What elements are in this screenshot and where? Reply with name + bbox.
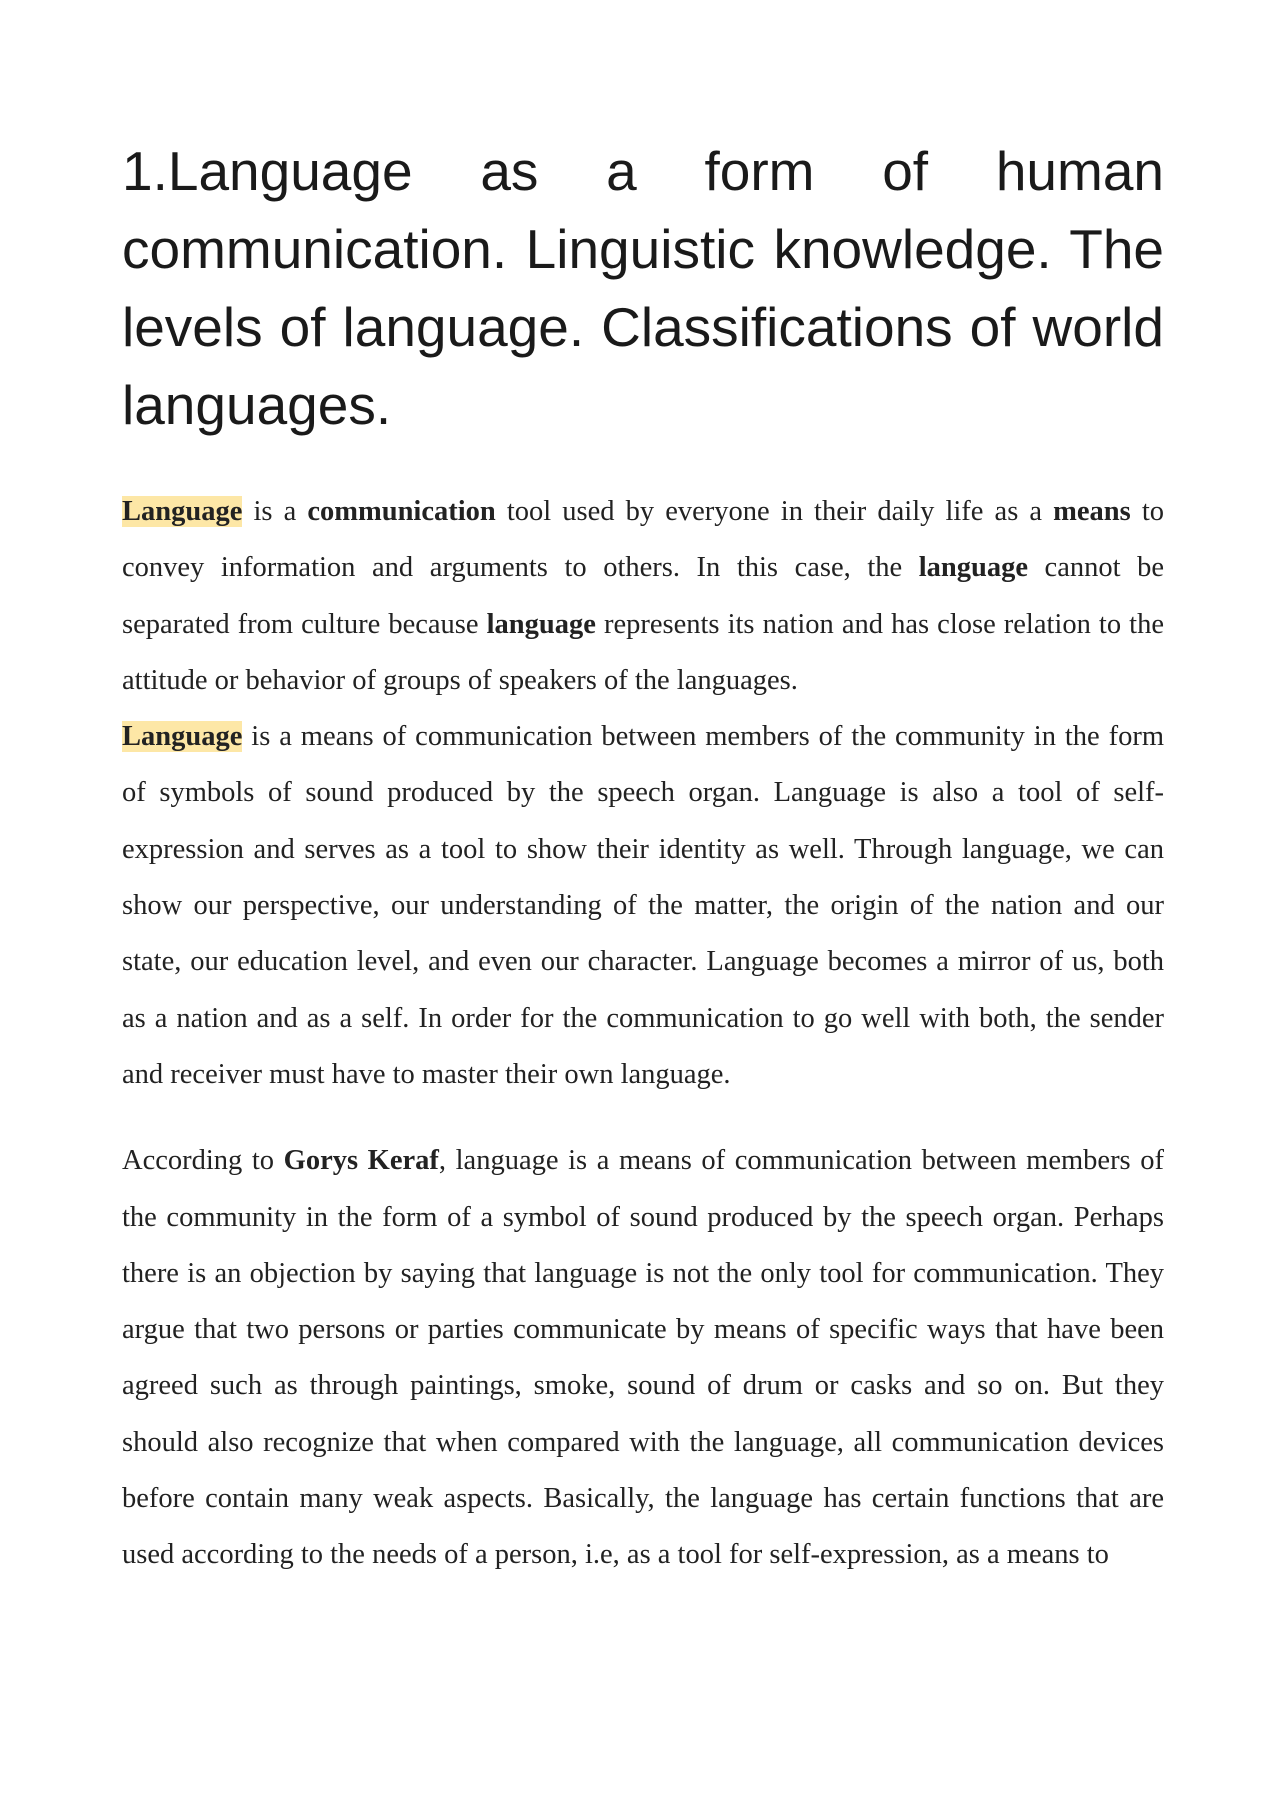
bold-term: communication [307,496,496,527]
author-name: Gorys Keraf [283,1145,439,1177]
paragraph-text: is a means of communication between members of the community in the form of symbols of sound produced by the speech organ. Language is also a tool of self-expression and serves as a tool to show their identity as well. Through language, we can show our perspective, our understanding of the matter, the origin of the nation and our state, our education level, and even our character. Language becomes a mirror of us, both as a nation and as a self. In order for the communication to go well with both, the sender and receiver must have to master their own language. [122,721,1164,1090]
paragraph-text: represents its nation and has close relation to the attitude or behavior of groups of speakers of the languages. [122,608,1164,696]
paragraph-text: , language is a means of communication between members of the community in the form of a symbol of sound produced by the speech organ. Perhaps there is an objection by saying that language is not the only tool for communication. They argue that two persons or parties communicate by means of specific ways that have been agreed such as through paintings, smoke, sound of drum or casks and so on. But they should also recognize that when compared with the language, all communication devices before contain many weak aspects. Basically, the language has certain functions that are used according to the needs of a person, i.e, as a tool for self-expression, as a means to [122,1145,1164,1571]
paragraph-text: is a [242,496,308,527]
paragraph-1 [122,484,1164,709]
highlighted-word: Language [122,721,243,753]
document-page [122,132,1164,1584]
bold-term: means [1053,496,1131,527]
paragraph-text: According to [122,1145,284,1177]
paragraph-2 [122,709,1164,1103]
document-title: 1.Language as a form of human communication. Linguistic knowledge. The levels of language. Classifications of world languages. [122,140,1164,436]
paragraph-text: to convey information and arguments to others. In this case, the [122,496,1165,584]
highlighted-word: Language [122,496,243,527]
bold-term: language [918,552,1028,584]
paragraph-text: cannot be separated from culture because [122,552,1164,640]
paragraph-3 [122,1133,1164,1583]
paragraph-text: tool used by everyone in their daily life as a [495,496,1054,527]
bold-term: language [486,608,596,640]
